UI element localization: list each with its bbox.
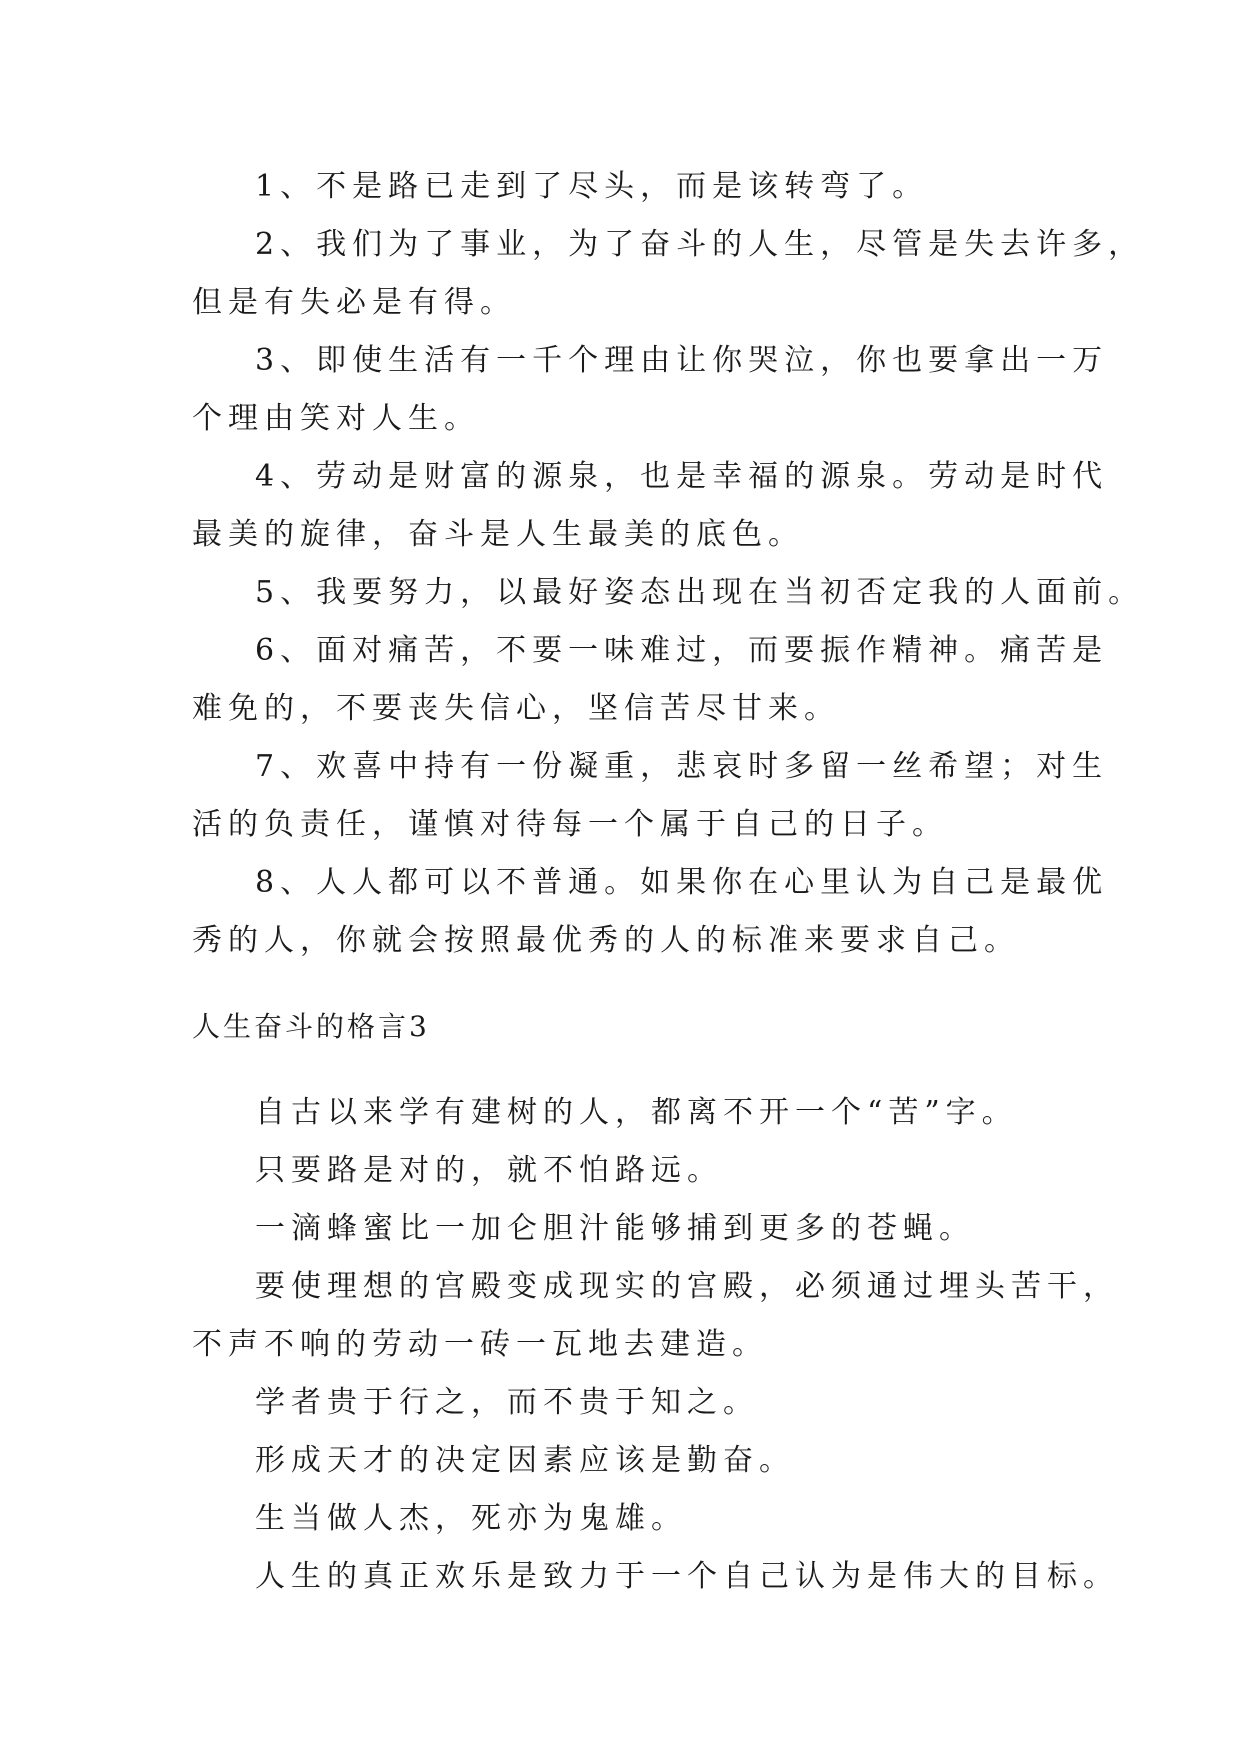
quote-2-line-2: 但是有失必是有得。 bbox=[192, 285, 516, 320]
motto-4-line-1: 要使理想的宫殿变成现实的宫殿，必须通过埋头苦干， bbox=[255, 1269, 1119, 1304]
quote-3-line-1: 3、即使生活有一千个理由让你哭泣，你也要拿出一万 bbox=[255, 343, 1109, 378]
quote-5-line-1: 5、我要努力，以最好姿态出现在当初否定我的人面前。 bbox=[255, 575, 1145, 610]
motto-8: 人生的真正欢乐是致力于一个自己认为是伟大的目标。 bbox=[255, 1559, 1119, 1594]
section-heading: 人生奋斗的格言3 bbox=[192, 1010, 430, 1043]
quote-4-line-2: 最美的旋律，奋斗是人生最美的底色。 bbox=[192, 517, 804, 552]
motto-4-line-2: 不声不响的劳动一砖一瓦地去建造。 bbox=[192, 1327, 768, 1362]
quote-4-line-1: 4、劳动是财富的源泉，也是幸福的源泉。劳动是时代 bbox=[255, 459, 1109, 494]
motto-2: 只要路是对的，就不怕路远。 bbox=[255, 1153, 723, 1188]
quote-1-line-1: 1、不是路已走到了尽头，而是该转弯了。 bbox=[255, 169, 929, 204]
motto-1: 自古以来学有建树的人，都离不开一个“苦”字。 bbox=[255, 1095, 1018, 1130]
quote-6-line-1: 6、面对痛苦，不要一味难过，而要振作精神。痛苦是 bbox=[255, 633, 1109, 668]
quote-2-line-1: 2、我们为了事业，为了奋斗的人生，尽管是失去许多， bbox=[255, 227, 1145, 262]
quote-3-line-2: 个理由笑对人生。 bbox=[192, 401, 480, 436]
quote-8-line-1: 8、人人都可以不普通。如果你在心里认为自己是最优 bbox=[255, 865, 1109, 900]
quote-7-line-2: 活的负责任，谨慎对待每一个属于自己的日子。 bbox=[192, 807, 948, 842]
quote-8-line-2: 秀的人，你就会按照最优秀的人的标准来要求自己。 bbox=[192, 923, 1020, 958]
motto-7: 生当做人杰，死亦为鬼雄。 bbox=[255, 1501, 687, 1536]
motto-5: 学者贵于行之，而不贵于知之。 bbox=[255, 1385, 759, 1420]
motto-6: 形成天才的决定因素应该是勤奋。 bbox=[255, 1443, 795, 1478]
quote-6-line-2: 难免的，不要丧失信心，坚信苦尽甘来。 bbox=[192, 691, 840, 726]
document-body bbox=[192, 158, 1145, 1606]
motto-3: 一滴蜂蜜比一加仑胆汁能够捕到更多的苍蝇。 bbox=[255, 1211, 975, 1246]
quote-7-line-1: 7、欢喜中持有一份凝重，悲哀时多留一丝希望；对生 bbox=[255, 749, 1109, 784]
